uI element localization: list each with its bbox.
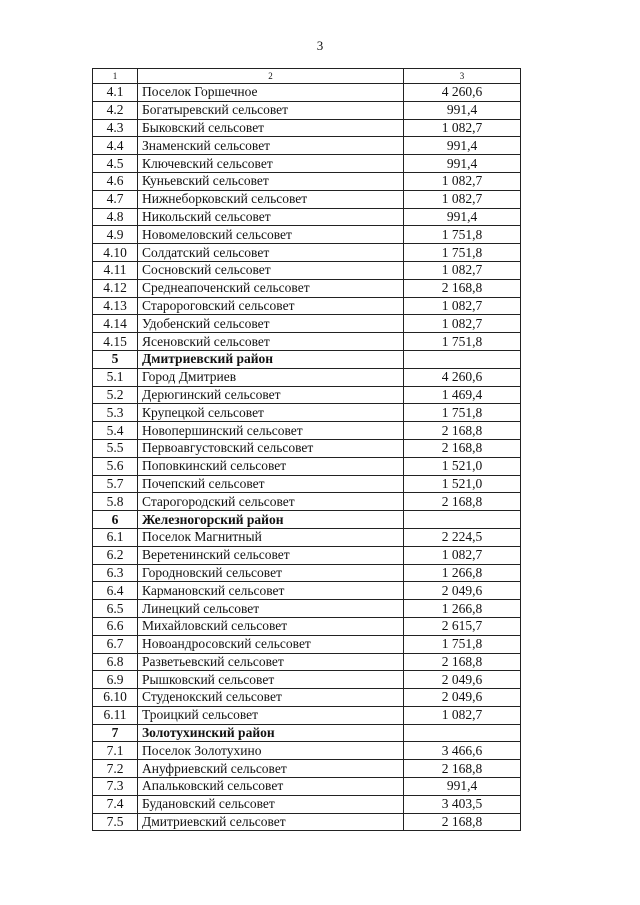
row-number-cell: 4.13 bbox=[93, 297, 138, 315]
row-value-cell: 991,4 bbox=[404, 778, 521, 796]
row-value-cell: 1 751,8 bbox=[404, 635, 521, 653]
row-number-cell: 4.15 bbox=[93, 333, 138, 351]
row-number-cell: 7.5 bbox=[93, 813, 138, 831]
row-value-cell: 2 168,8 bbox=[404, 439, 521, 457]
table-row bbox=[93, 333, 521, 351]
row-name-cell: Золотухинский район bbox=[138, 724, 404, 742]
row-value-cell: 991,4 bbox=[404, 208, 521, 226]
row-value-cell: 1 082,7 bbox=[404, 190, 521, 208]
table-row bbox=[93, 208, 521, 226]
row-name-cell: Крупецкой сельсовет bbox=[138, 404, 404, 422]
row-number-cell: 4.6 bbox=[93, 172, 138, 190]
row-number-cell: 5.5 bbox=[93, 439, 138, 457]
row-number-cell: 4.5 bbox=[93, 155, 138, 173]
table-row bbox=[93, 101, 521, 119]
row-number-cell: 6.5 bbox=[93, 600, 138, 618]
table-row bbox=[93, 297, 521, 315]
row-value-cell bbox=[404, 511, 521, 529]
row-number-cell: 4.12 bbox=[93, 279, 138, 297]
table-row bbox=[93, 226, 521, 244]
table-row bbox=[93, 457, 521, 475]
row-value-cell: 1 082,7 bbox=[404, 297, 521, 315]
table-row bbox=[93, 760, 521, 778]
row-number-cell: 4.4 bbox=[93, 137, 138, 155]
row-number-cell: 7.4 bbox=[93, 795, 138, 813]
table-row bbox=[93, 137, 521, 155]
row-name-cell: Куньевский сельсовет bbox=[138, 172, 404, 190]
row-value-cell: 2 168,8 bbox=[404, 493, 521, 511]
row-value-cell: 1 082,7 bbox=[404, 261, 521, 279]
row-name-cell: Дмитриевский район bbox=[138, 350, 404, 368]
table-row bbox=[93, 635, 521, 653]
district-row bbox=[93, 511, 521, 529]
row-name-cell: Апальковский сельсовет bbox=[138, 778, 404, 796]
row-number-cell: 4.10 bbox=[93, 244, 138, 262]
row-name-cell: Новоандросовский сельсовет bbox=[138, 635, 404, 653]
row-name-cell: Рышковский сельсовет bbox=[138, 671, 404, 689]
row-name-cell: Дмитриевский сельсовет bbox=[138, 813, 404, 831]
table-row bbox=[93, 582, 521, 600]
row-name-cell: Поселок Золотухино bbox=[138, 742, 404, 760]
row-number-cell: 7.3 bbox=[93, 778, 138, 796]
row-name-cell: Сосновский сельсовет bbox=[138, 261, 404, 279]
row-number-cell: 6 bbox=[93, 511, 138, 529]
row-number-cell: 4.7 bbox=[93, 190, 138, 208]
row-value-cell: 991,4 bbox=[404, 101, 521, 119]
row-number-cell: 5.6 bbox=[93, 457, 138, 475]
row-number-cell: 7.1 bbox=[93, 742, 138, 760]
row-value-cell: 4 260,6 bbox=[404, 84, 521, 102]
column-header-number: 1 bbox=[93, 69, 138, 84]
row-number-cell: 6.4 bbox=[93, 582, 138, 600]
district-row bbox=[93, 350, 521, 368]
row-number-cell: 5.4 bbox=[93, 422, 138, 440]
table-row bbox=[93, 155, 521, 173]
row-value-cell: 2 049,6 bbox=[404, 582, 521, 600]
row-value-cell: 1 082,7 bbox=[404, 706, 521, 724]
row-name-cell: Поселок Горшечное bbox=[138, 84, 404, 102]
column-header-name: 2 bbox=[138, 69, 404, 84]
row-value-cell: 1 751,8 bbox=[404, 226, 521, 244]
row-number-cell: 5.2 bbox=[93, 386, 138, 404]
table-row bbox=[93, 475, 521, 493]
table-row bbox=[93, 742, 521, 760]
row-value-cell: 3 466,6 bbox=[404, 742, 521, 760]
row-name-cell: Солдатский сельсовет bbox=[138, 244, 404, 262]
table-row bbox=[93, 368, 521, 386]
row-value-cell: 1 751,8 bbox=[404, 244, 521, 262]
row-number-cell: 6.3 bbox=[93, 564, 138, 582]
row-name-cell: Ануфриевский сельсовет bbox=[138, 760, 404, 778]
row-name-cell: Удобенский сельсовет bbox=[138, 315, 404, 333]
table-row bbox=[93, 528, 521, 546]
table-row bbox=[93, 813, 521, 831]
row-number-cell: 5.3 bbox=[93, 404, 138, 422]
row-value-cell: 2 224,5 bbox=[404, 528, 521, 546]
row-value-cell: 1 521,0 bbox=[404, 457, 521, 475]
row-value-cell: 2 049,6 bbox=[404, 689, 521, 707]
table-header bbox=[93, 69, 521, 84]
row-value-cell bbox=[404, 350, 521, 368]
row-value-cell: 2 168,8 bbox=[404, 279, 521, 297]
row-value-cell: 1 751,8 bbox=[404, 333, 521, 351]
row-name-cell: Дерюгинский сельсовет bbox=[138, 386, 404, 404]
row-name-cell: Старогородский сельсовет bbox=[138, 493, 404, 511]
row-name-cell: Нижнеборковский сельсовет bbox=[138, 190, 404, 208]
row-number-cell: 4.11 bbox=[93, 261, 138, 279]
row-value-cell: 2 168,8 bbox=[404, 813, 521, 831]
row-number-cell: 6.11 bbox=[93, 706, 138, 724]
table-row bbox=[93, 439, 521, 457]
row-name-cell: Быковский сельсовет bbox=[138, 119, 404, 137]
row-number-cell: 4.1 bbox=[93, 84, 138, 102]
row-number-cell: 6.7 bbox=[93, 635, 138, 653]
table-row bbox=[93, 795, 521, 813]
row-name-cell: Новомеловский сельсовет bbox=[138, 226, 404, 244]
table-row bbox=[93, 422, 521, 440]
row-number-cell: 5.7 bbox=[93, 475, 138, 493]
header-row bbox=[93, 69, 521, 84]
row-value-cell: 3 403,5 bbox=[404, 795, 521, 813]
row-name-cell: Ясеновский сельсовет bbox=[138, 333, 404, 351]
row-value-cell: 2 168,8 bbox=[404, 422, 521, 440]
row-value-cell: 1 521,0 bbox=[404, 475, 521, 493]
row-number-cell: 6.2 bbox=[93, 546, 138, 564]
row-number-cell: 5 bbox=[93, 350, 138, 368]
row-name-cell: Город Дмитриев bbox=[138, 368, 404, 386]
row-value-cell: 991,4 bbox=[404, 137, 521, 155]
page-number: 3 bbox=[316, 38, 324, 53]
district-row bbox=[93, 724, 521, 742]
row-number-cell: 6.10 bbox=[93, 689, 138, 707]
row-number-cell: 7.2 bbox=[93, 760, 138, 778]
row-number-cell: 6.8 bbox=[93, 653, 138, 671]
row-value-cell: 1 266,8 bbox=[404, 564, 521, 582]
row-value-cell: 2 049,6 bbox=[404, 671, 521, 689]
row-value-cell: 1 751,8 bbox=[404, 404, 521, 422]
table-row bbox=[93, 493, 521, 511]
row-value-cell: 991,4 bbox=[404, 155, 521, 173]
table-row bbox=[93, 315, 521, 333]
row-value-cell: 2 168,8 bbox=[404, 653, 521, 671]
row-number-cell: 4.14 bbox=[93, 315, 138, 333]
table-row bbox=[93, 617, 521, 635]
table-body bbox=[93, 84, 521, 831]
row-value-cell: 1 469,4 bbox=[404, 386, 521, 404]
row-name-cell: Студенокский сельсовет bbox=[138, 689, 404, 707]
row-name-cell: Почепский сельсовет bbox=[138, 475, 404, 493]
row-value-cell: 1 082,7 bbox=[404, 315, 521, 333]
row-number-cell: 4.3 bbox=[93, 119, 138, 137]
table-row bbox=[93, 546, 521, 564]
row-value-cell: 4 260,6 bbox=[404, 368, 521, 386]
row-value-cell: 1 082,7 bbox=[404, 172, 521, 190]
row-name-cell: Богатыревский сельсовет bbox=[138, 101, 404, 119]
table-row bbox=[93, 119, 521, 137]
row-name-cell: Михайловский сельсовет bbox=[138, 617, 404, 635]
row-number-cell: 6.9 bbox=[93, 671, 138, 689]
row-name-cell: Железногорский район bbox=[138, 511, 404, 529]
row-number-cell: 6.1 bbox=[93, 528, 138, 546]
row-name-cell: Никольский сельсовет bbox=[138, 208, 404, 226]
row-name-cell: Поселок Магнитный bbox=[138, 528, 404, 546]
column-header-value: 3 bbox=[404, 69, 521, 84]
row-value-cell bbox=[404, 724, 521, 742]
row-value-cell: 1 266,8 bbox=[404, 600, 521, 618]
table-row bbox=[93, 386, 521, 404]
row-name-cell: Знаменский сельсовет bbox=[138, 137, 404, 155]
table-row bbox=[93, 244, 521, 262]
row-value-cell: 2 615,7 bbox=[404, 617, 521, 635]
row-name-cell: Городновский сельсовет bbox=[138, 564, 404, 582]
row-name-cell: Ключевский сельсовет bbox=[138, 155, 404, 173]
table-row bbox=[93, 279, 521, 297]
table-row bbox=[93, 671, 521, 689]
table-row bbox=[93, 172, 521, 190]
row-name-cell: Новопершинский сельсовет bbox=[138, 422, 404, 440]
row-number-cell: 5.1 bbox=[93, 368, 138, 386]
table-row bbox=[93, 689, 521, 707]
row-name-cell: Кармановский сельсовет bbox=[138, 582, 404, 600]
row-number-cell: 7 bbox=[93, 724, 138, 742]
row-name-cell: Линецкий сельсовет bbox=[138, 600, 404, 618]
table-row bbox=[93, 261, 521, 279]
row-name-cell: Разветьевский сельсовет bbox=[138, 653, 404, 671]
row-value-cell: 1 082,7 bbox=[404, 119, 521, 137]
row-name-cell: Старороговский сельсовет bbox=[138, 297, 404, 315]
row-name-cell: Будановский сельсовет bbox=[138, 795, 404, 813]
row-name-cell: Среднеапоченский сельсовет bbox=[138, 279, 404, 297]
table-row bbox=[93, 600, 521, 618]
table-row bbox=[93, 778, 521, 796]
row-name-cell: Поповкинский сельсовет bbox=[138, 457, 404, 475]
row-name-cell: Первоавгустовский сельсовет bbox=[138, 439, 404, 457]
table-row bbox=[93, 190, 521, 208]
row-value-cell: 2 168,8 bbox=[404, 760, 521, 778]
table-row bbox=[93, 706, 521, 724]
allocation-table bbox=[92, 68, 521, 831]
table-row bbox=[93, 653, 521, 671]
table-row bbox=[93, 84, 521, 102]
table-row bbox=[93, 404, 521, 422]
row-name-cell: Троицкий сельсовет bbox=[138, 706, 404, 724]
row-number-cell: 4.9 bbox=[93, 226, 138, 244]
row-name-cell: Веретенинский сельсовет bbox=[138, 546, 404, 564]
table-row bbox=[93, 564, 521, 582]
row-value-cell: 1 082,7 bbox=[404, 546, 521, 564]
row-number-cell: 4.8 bbox=[93, 208, 138, 226]
row-number-cell: 5.8 bbox=[93, 493, 138, 511]
row-number-cell: 6.6 bbox=[93, 617, 138, 635]
row-number-cell: 4.2 bbox=[93, 101, 138, 119]
